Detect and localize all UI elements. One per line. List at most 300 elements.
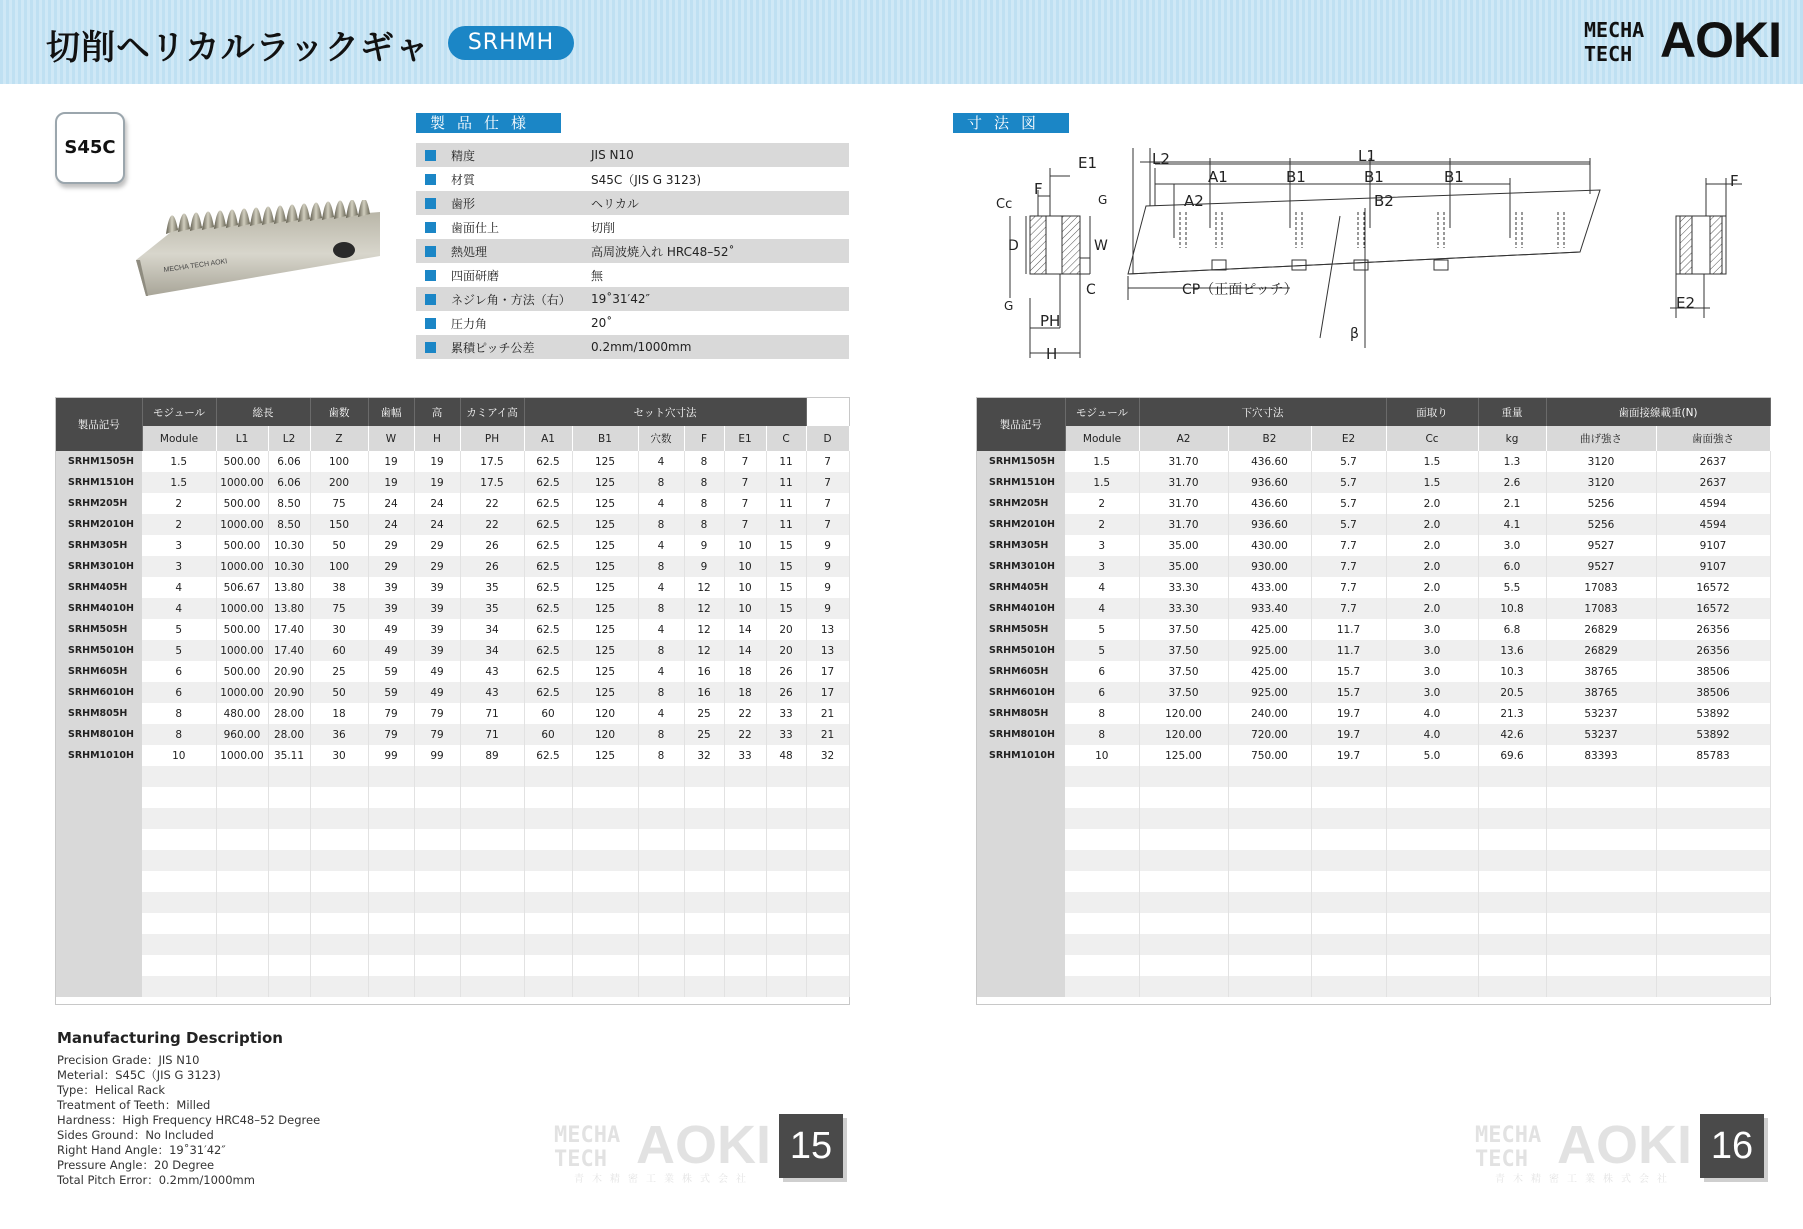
empty-cell: [1546, 871, 1656, 892]
table-cell: 15: [766, 535, 806, 556]
empty-cell: [524, 787, 572, 808]
empty-cell: [310, 913, 368, 934]
table-cell: 100: [310, 451, 368, 472]
table-cell: 8: [684, 493, 724, 514]
empty-cell: [216, 829, 268, 850]
table-row: [56, 787, 849, 808]
group-header: 歯幅: [368, 398, 414, 426]
table-cell: 3: [1065, 556, 1139, 577]
product-code-cell: SRHM305H: [56, 535, 142, 556]
table-cell: 5: [1065, 640, 1139, 661]
empty-cell: [368, 808, 414, 829]
right-spec-table: [977, 398, 1771, 997]
table-cell: 2.0: [1386, 535, 1478, 556]
group-header: カミアイ高: [460, 398, 524, 426]
table-cell: 35.00: [1139, 556, 1228, 577]
empty-cell: [806, 808, 849, 829]
dim-label-b1-3: B1: [1444, 168, 1464, 186]
empty-cell: [724, 871, 766, 892]
bullet-square-icon: [425, 318, 436, 329]
table-cell: 8: [638, 514, 684, 535]
table-row: [977, 724, 1770, 745]
empty-cell: [268, 892, 310, 913]
table-cell: 62.5: [524, 535, 572, 556]
empty-cell: [414, 850, 460, 871]
table-cell: 10: [724, 556, 766, 577]
table-cell: 30: [310, 619, 368, 640]
table-cell: 75: [310, 493, 368, 514]
page-header: [0, 0, 1803, 84]
table-cell: 21.3: [1478, 703, 1546, 724]
table-row: [977, 640, 1770, 661]
empty-cell: [56, 787, 142, 808]
table-cell: 32: [806, 745, 849, 766]
empty-cell: [684, 892, 724, 913]
empty-cell: [142, 871, 216, 892]
empty-cell: [368, 892, 414, 913]
table-cell: 29: [368, 535, 414, 556]
table-cell: 4: [638, 535, 684, 556]
table-cell: 2.0: [1386, 493, 1478, 514]
table-row: [977, 556, 1770, 577]
empty-cell: [142, 934, 216, 955]
table-cell: 433.00: [1228, 577, 1311, 598]
product-code-cell: SRHM305H: [977, 535, 1065, 556]
table-cell: 13.80: [268, 598, 310, 619]
table-cell: 17.5: [460, 451, 524, 472]
empty-cell: [142, 766, 216, 787]
empty-cell: [724, 766, 766, 787]
empty-cell: [1478, 787, 1546, 808]
empty-cell: [1228, 976, 1311, 997]
empty-cell: [142, 829, 216, 850]
table-row: [977, 472, 1770, 493]
table-cell: 50: [310, 682, 368, 703]
empty-cell: [56, 955, 142, 976]
group-header: 重量: [1478, 398, 1546, 426]
table-cell: 3.0: [1386, 682, 1478, 703]
table-cell: 5: [1065, 619, 1139, 640]
table-row: [56, 871, 849, 892]
left-spec-table: [56, 398, 850, 997]
table-cell: 49: [368, 619, 414, 640]
product-code-cell: SRHM4010H: [977, 598, 1065, 619]
sub-header: A1: [524, 426, 572, 451]
table-cell: 49: [414, 661, 460, 682]
empty-cell: [977, 808, 1065, 829]
table-cell: 42.6: [1478, 724, 1546, 745]
table-cell: 4594: [1656, 493, 1770, 514]
table-row: [56, 976, 849, 997]
table-cell: 6: [1065, 661, 1139, 682]
table-cell: 59: [368, 661, 414, 682]
table-cell: 1000.00: [216, 682, 268, 703]
empty-cell: [1065, 766, 1139, 787]
table-cell: 37.50: [1139, 661, 1228, 682]
empty-cell: [766, 766, 806, 787]
table-cell: 18: [724, 682, 766, 703]
table-cell: 20.90: [268, 682, 310, 703]
table-cell: 2: [1065, 514, 1139, 535]
header-product-code: 製品記号: [977, 398, 1065, 451]
table-cell: 37.50: [1139, 640, 1228, 661]
empty-cell: [142, 913, 216, 934]
table-cell: 60: [310, 640, 368, 661]
empty-cell: [56, 850, 142, 871]
empty-cell: [1546, 850, 1656, 871]
product-code-cell: SRHM505H: [56, 619, 142, 640]
page-number-right: 16: [1700, 1114, 1764, 1178]
empty-cell: [977, 871, 1065, 892]
table-cell: 26: [766, 682, 806, 703]
empty-cell: [1065, 787, 1139, 808]
empty-cell: [310, 892, 368, 913]
table-cell: 925.00: [1228, 640, 1311, 661]
table-cell: 933.40: [1228, 598, 1311, 619]
empty-cell: [724, 955, 766, 976]
table-cell: 1.5: [142, 472, 216, 493]
table-cell: 430.00: [1228, 535, 1311, 556]
description-line: Precision Grade：JIS N10: [57, 1053, 200, 1067]
empty-cell: [142, 976, 216, 997]
table-cell: 34: [460, 640, 524, 661]
table-cell: 5.7: [1311, 514, 1386, 535]
table-cell: 11: [766, 451, 806, 472]
empty-cell: [806, 787, 849, 808]
table-cell: 9: [806, 577, 849, 598]
description-line: Meterial：S45C（JIS G 3123): [57, 1068, 221, 1082]
table-cell: 2.6: [1478, 472, 1546, 493]
spec-row: [416, 311, 849, 335]
table-row: [977, 913, 1770, 934]
empty-cell: [572, 766, 638, 787]
empty-cell: [766, 787, 806, 808]
spec-key: ネジレ角・方法（右）: [451, 292, 571, 307]
table-cell: 24: [368, 493, 414, 514]
product-code-cell: SRHM6010H: [977, 682, 1065, 703]
dim-label-f: F: [1034, 180, 1043, 198]
table-cell: 3.0: [1386, 619, 1478, 640]
sub-header: E2: [1311, 426, 1386, 451]
table-cell: 120: [572, 724, 638, 745]
dim-label-b1-2: B1: [1364, 168, 1384, 186]
table-cell: 19.7: [1311, 745, 1386, 766]
table-cell: 20.5: [1478, 682, 1546, 703]
table-row: [977, 577, 1770, 598]
product-code-cell: SRHM8010H: [56, 724, 142, 745]
sub-header: H: [414, 426, 460, 451]
empty-cell: [1228, 892, 1311, 913]
table-cell: 18: [310, 703, 368, 724]
sub-header: L2: [268, 426, 310, 451]
table-cell: 29: [414, 556, 460, 577]
table-cell: 33.30: [1139, 598, 1228, 619]
empty-cell: [524, 913, 572, 934]
table-cell: 4: [638, 577, 684, 598]
empty-cell: [806, 955, 849, 976]
empty-cell: [524, 976, 572, 997]
empty-cell: [638, 766, 684, 787]
empty-cell: [1228, 829, 1311, 850]
table-cell: 1000.00: [216, 598, 268, 619]
empty-cell: [766, 913, 806, 934]
empty-cell: [216, 892, 268, 913]
table-row: [56, 934, 849, 955]
empty-cell: [1139, 850, 1228, 871]
empty-cell: [524, 871, 572, 892]
table-cell: 125: [572, 493, 638, 514]
spec-section-label: 製品仕様: [416, 113, 561, 133]
table-cell: 17: [806, 682, 849, 703]
table-cell: 125.00: [1139, 745, 1228, 766]
table-cell: 16: [684, 682, 724, 703]
table-cell: 436.60: [1228, 451, 1311, 472]
empty-cell: [1478, 766, 1546, 787]
table-cell: 10.3: [1478, 661, 1546, 682]
empty-cell: [572, 787, 638, 808]
empty-cell: [1311, 976, 1386, 997]
table-row: [977, 493, 1770, 514]
table-cell: 1.3: [1478, 451, 1546, 472]
empty-cell: [1065, 871, 1139, 892]
table-row: [56, 703, 849, 724]
table-cell: 125: [572, 556, 638, 577]
spec-key: 熱処理: [451, 244, 488, 259]
table-cell: 25: [310, 661, 368, 682]
product-code-cell: SRHM6010H: [56, 682, 142, 703]
table-row: [56, 745, 849, 766]
table-cell: 53892: [1656, 703, 1770, 724]
table-cell: 99: [368, 745, 414, 766]
table-cell: 8: [684, 514, 724, 535]
table-row: [56, 640, 849, 661]
empty-cell: [1139, 955, 1228, 976]
empty-cell: [414, 808, 460, 829]
table-cell: 15.7: [1311, 682, 1386, 703]
table-cell: 25: [684, 724, 724, 745]
table-cell: 3: [142, 556, 216, 577]
empty-cell: [1139, 808, 1228, 829]
table-cell: 6.0: [1478, 556, 1546, 577]
empty-cell: [216, 766, 268, 787]
empty-cell: [216, 850, 268, 871]
empty-cell: [310, 955, 368, 976]
empty-cell: [1478, 892, 1546, 913]
empty-cell: [460, 976, 524, 997]
empty-cell: [1656, 787, 1770, 808]
empty-cell: [1311, 955, 1386, 976]
table-cell: 14: [724, 640, 766, 661]
empty-cell: [766, 892, 806, 913]
table-cell: 8: [638, 556, 684, 577]
empty-cell: [1228, 787, 1311, 808]
table-cell: 24: [414, 493, 460, 514]
empty-cell: [1228, 955, 1311, 976]
table-cell: 1000.00: [216, 514, 268, 535]
empty-cell: [1546, 829, 1656, 850]
empty-cell: [268, 766, 310, 787]
table-cell: 125: [572, 640, 638, 661]
empty-cell: [414, 766, 460, 787]
table-cell: 9: [806, 556, 849, 577]
dim-label-b2: B2: [1374, 192, 1394, 210]
table-cell: 62.5: [524, 598, 572, 619]
table-cell: 60: [524, 724, 572, 745]
table-cell: 37.50: [1139, 619, 1228, 640]
table-cell: 33: [724, 745, 766, 766]
table-cell: 125: [572, 682, 638, 703]
empty-cell: [1139, 871, 1228, 892]
empty-cell: [766, 871, 806, 892]
table-cell: 14: [724, 619, 766, 640]
empty-cell: [1656, 766, 1770, 787]
table-cell: 49: [368, 640, 414, 661]
table-cell: 5: [142, 640, 216, 661]
table-cell: 15: [766, 598, 806, 619]
dim-label-g: G: [1098, 193, 1108, 207]
table-cell: 4: [638, 451, 684, 472]
empty-cell: [1311, 913, 1386, 934]
table-cell: 11: [766, 472, 806, 493]
bullet-square-icon: [425, 222, 436, 233]
table-cell: 125: [572, 535, 638, 556]
table-cell: 11: [766, 493, 806, 514]
table-cell: 1000.00: [216, 556, 268, 577]
table-cell: 33: [766, 724, 806, 745]
product-code-cell: SRHM805H: [977, 703, 1065, 724]
empty-cell: [1228, 934, 1311, 955]
empty-cell: [1311, 829, 1386, 850]
empty-cell: [1311, 934, 1386, 955]
table-cell: 17: [806, 661, 849, 682]
material-badge: S45C: [55, 112, 125, 184]
table-cell: 1.5: [1065, 451, 1139, 472]
table-cell: 53237: [1546, 703, 1656, 724]
table-cell: 7.7: [1311, 598, 1386, 619]
spec-key: 歯面仕上: [451, 220, 500, 235]
table-cell: 4594: [1656, 514, 1770, 535]
table-cell: 2: [1065, 493, 1139, 514]
table-row: [977, 598, 1770, 619]
empty-cell: [638, 892, 684, 913]
table-cell: 33: [766, 703, 806, 724]
sub-header: B2: [1228, 426, 1311, 451]
table-cell: 16: [684, 661, 724, 682]
empty-cell: [142, 850, 216, 871]
empty-cell: [1311, 871, 1386, 892]
description-line: Right Hand Angle：19˚31′42″: [57, 1143, 226, 1157]
table-cell: 18: [724, 661, 766, 682]
table-cell: 38765: [1546, 682, 1656, 703]
empty-cell: [56, 913, 142, 934]
table-cell: 4.0: [1386, 724, 1478, 745]
table-cell: 936.60: [1228, 514, 1311, 535]
table-cell: 7: [806, 493, 849, 514]
table-cell: 39: [414, 577, 460, 598]
dim-label-c: C: [1086, 282, 1096, 298]
table-row: [56, 472, 849, 493]
table-cell: 11.7: [1311, 640, 1386, 661]
empty-cell: [572, 892, 638, 913]
empty-cell: [1546, 913, 1656, 934]
table-cell: 5: [142, 619, 216, 640]
table-row: [977, 976, 1770, 997]
empty-cell: [684, 934, 724, 955]
empty-cell: [414, 955, 460, 976]
empty-cell: [524, 934, 572, 955]
table-cell: 6.06: [268, 472, 310, 493]
table-cell: 31.70: [1139, 451, 1228, 472]
empty-cell: [268, 871, 310, 892]
empty-cell: [684, 766, 724, 787]
table-cell: 125: [572, 598, 638, 619]
table-cell: 10: [724, 598, 766, 619]
empty-cell: [368, 955, 414, 976]
table-cell: 20.90: [268, 661, 310, 682]
empty-cell: [1656, 850, 1770, 871]
group-header: 歯数: [310, 398, 368, 426]
table-cell: 33.30: [1139, 577, 1228, 598]
dim-label-e1: E1: [1078, 154, 1098, 172]
table-cell: 1.5: [1065, 472, 1139, 493]
empty-cell: [268, 934, 310, 955]
product-code-cell: SRHM4010H: [56, 598, 142, 619]
empty-cell: [310, 766, 368, 787]
empty-cell: [766, 829, 806, 850]
product-code-cell: SRHM405H: [977, 577, 1065, 598]
table-cell: 13: [806, 640, 849, 661]
empty-cell: [977, 829, 1065, 850]
sub-header: D: [806, 426, 849, 451]
bullet-square-icon: [425, 150, 436, 161]
empty-cell: [1656, 955, 1770, 976]
table-row: [977, 682, 1770, 703]
empty-cell: [56, 976, 142, 997]
empty-cell: [460, 934, 524, 955]
table-cell: 60: [524, 703, 572, 724]
table-cell: 6: [142, 661, 216, 682]
empty-cell: [806, 976, 849, 997]
watermark-logo-right: MECHA TECH AOKI 青木精密工業株式会社: [1475, 1115, 1692, 1185]
table-cell: 9: [806, 598, 849, 619]
group-header: 総長: [216, 398, 310, 426]
table-cell: 930.00: [1228, 556, 1311, 577]
spec-key: 四面研磨: [451, 268, 500, 283]
table-cell: 71: [460, 703, 524, 724]
empty-cell: [977, 913, 1065, 934]
empty-cell: [806, 871, 849, 892]
table-cell: 500.00: [216, 535, 268, 556]
table-cell: 100: [310, 556, 368, 577]
empty-cell: [977, 955, 1065, 976]
empty-cell: [1065, 808, 1139, 829]
empty-cell: [1311, 808, 1386, 829]
table-cell: 5.5: [1478, 577, 1546, 598]
empty-cell: [1656, 808, 1770, 829]
empty-cell: [724, 934, 766, 955]
empty-cell: [1656, 913, 1770, 934]
spec-row: [416, 143, 849, 167]
table-cell: 1000.00: [216, 745, 268, 766]
table-cell: 3.0: [1386, 640, 1478, 661]
spec-value: 切削: [591, 220, 616, 235]
table-cell: 22: [460, 493, 524, 514]
empty-cell: [1386, 766, 1478, 787]
spec-row: [416, 167, 849, 191]
spec-key: 圧力角: [451, 316, 488, 331]
table-row: [977, 619, 1770, 640]
empty-cell: [724, 892, 766, 913]
